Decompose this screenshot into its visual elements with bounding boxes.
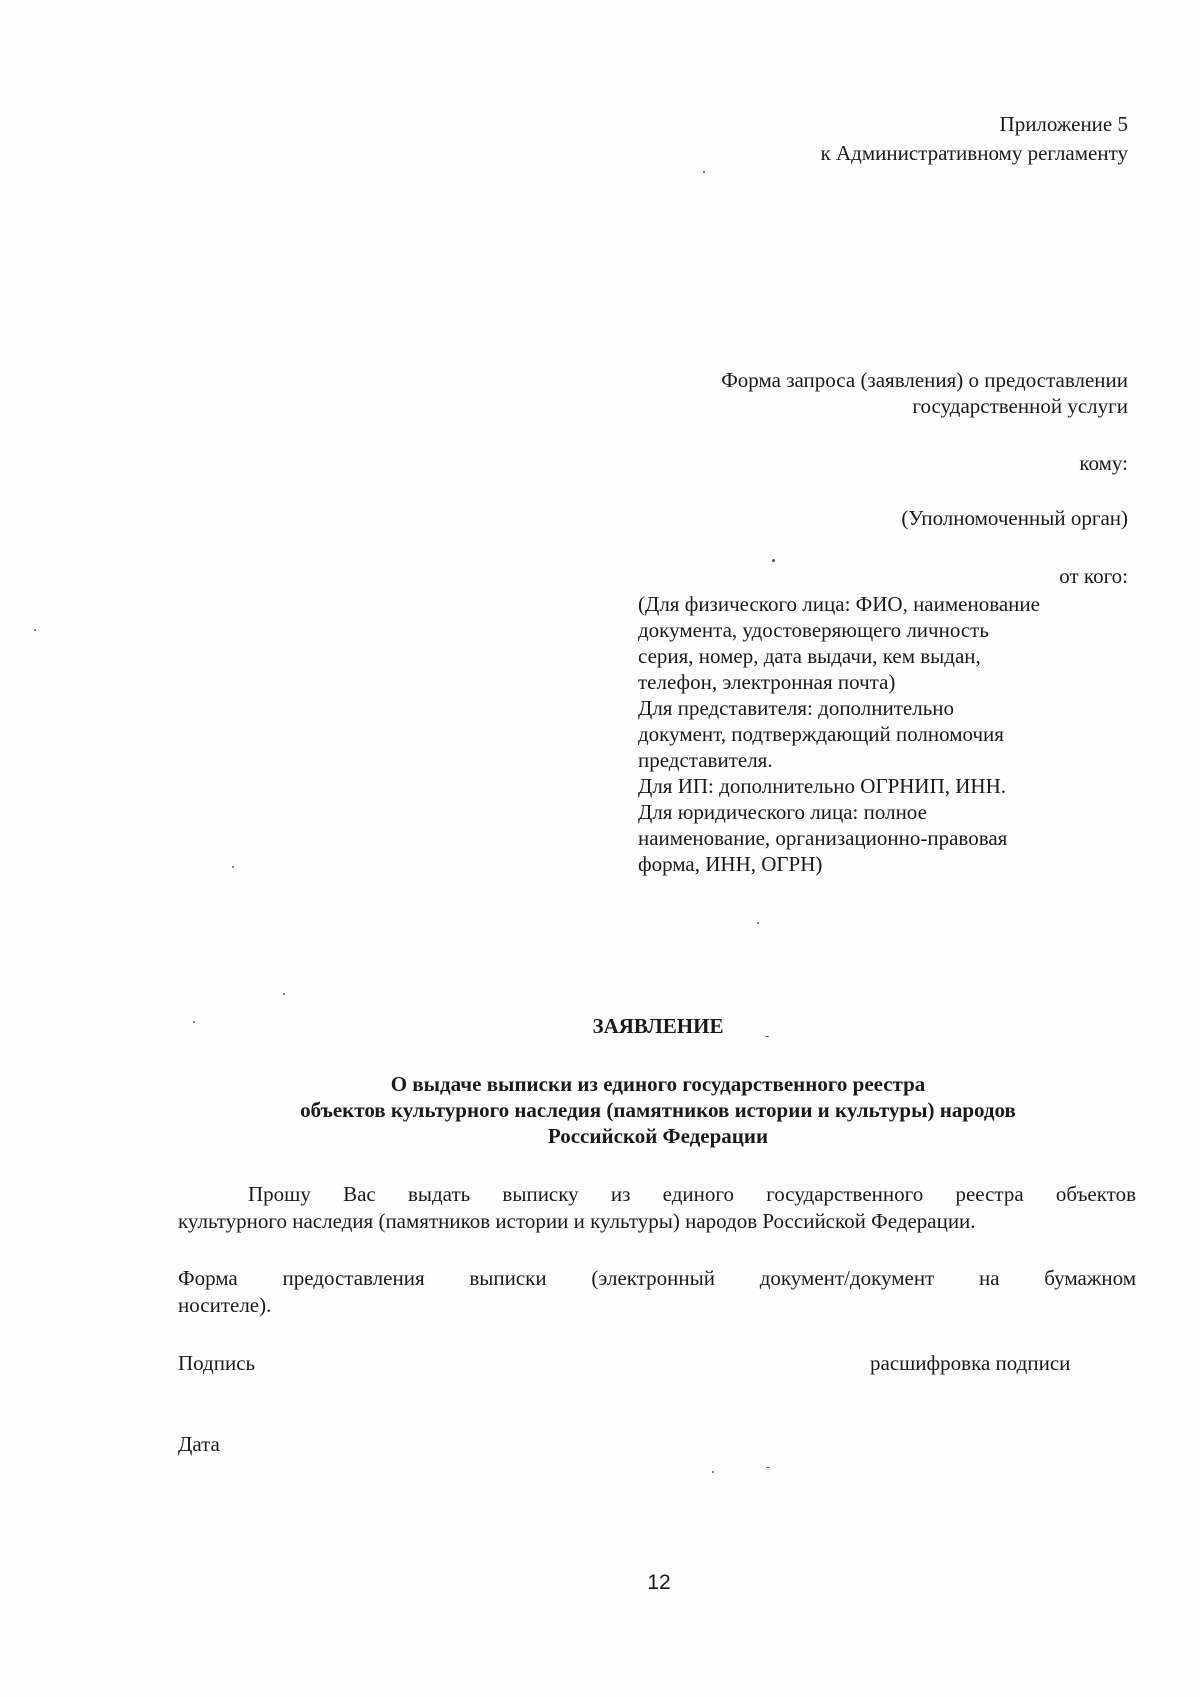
to-label: кому: <box>1079 451 1128 475</box>
scan-speck <box>766 1467 770 1468</box>
form-caption-line-1: Форма запроса (заявления) о предоставлении <box>721 368 1128 392</box>
from-line: серия, номер, дата выдачи, кем выдан, <box>638 644 981 668</box>
scan-speck <box>193 1021 195 1023</box>
page-number: 12 <box>647 1571 671 1594</box>
scan-speck <box>232 866 234 868</box>
from-line: Для представителя: дополнительно <box>638 696 955 720</box>
scan-speck <box>772 559 775 562</box>
from-line: телефон, электронная почта) <box>638 670 896 694</box>
appendix-number: Приложение 5 <box>999 112 1128 136</box>
request-paragraph-line-1: Прошу Вас выдать выписку из единого государственного реестра объектов <box>248 1182 1136 1206</box>
from-line: представителя. <box>638 748 773 772</box>
scan-speck <box>765 1036 769 1037</box>
document-title: ЗАЯВЛЕНИЕ <box>592 1014 724 1038</box>
from-line: форма, ИНН, ОГРН) <box>638 852 823 876</box>
document-subtitle-line-2: объектов культурного наследия (памятников истории и культуры) народов <box>300 1098 1016 1122</box>
scan-speck <box>703 171 705 173</box>
date-label: Дата <box>178 1432 220 1456</box>
document-subtitle-line-3: Российской Федерации <box>547 1124 769 1148</box>
delivery-form-line-1: Форма предоставления выписки (электронный документ/документ на бумажном <box>178 1266 1136 1290</box>
from-line: документ, подтверждающий полномочия <box>638 722 1004 746</box>
delivery-form-line-2: носителе). <box>178 1293 272 1317</box>
signature-label: Подпись <box>178 1351 256 1375</box>
to-value: (Уполномоченный орган) <box>901 506 1128 530</box>
document-subtitle-line-1: О выдаче выписки из единого государственного реестра <box>390 1072 926 1096</box>
form-caption-line-2: государственной услуги <box>912 394 1128 418</box>
request-paragraph-line-2: культурного наследия (памятников истории и культуры) народов Российской Федерации. <box>178 1209 976 1233</box>
from-details <box>638 591 1040 877</box>
from-label: от кого: <box>1059 564 1128 588</box>
appendix-reference: к Административному регламенту <box>820 141 1128 165</box>
from-line: (Для физического лица: ФИО, наименование <box>638 592 1040 616</box>
scan-speck <box>712 1471 714 1473</box>
from-line: Для ИП: дополнительно ОГРНИП, ИНН. <box>638 774 1007 798</box>
scan-speck <box>757 922 759 924</box>
from-line: наименование, организационно-правовая <box>638 826 1008 850</box>
from-line: Для юридического лица: полное <box>638 800 927 824</box>
scan-speck <box>283 993 285 995</box>
signature-decoding-label: расшифровка подписи <box>870 1351 1071 1375</box>
scan-speck <box>34 629 36 631</box>
from-line: документа, удостоверяющего личность <box>638 618 989 642</box>
